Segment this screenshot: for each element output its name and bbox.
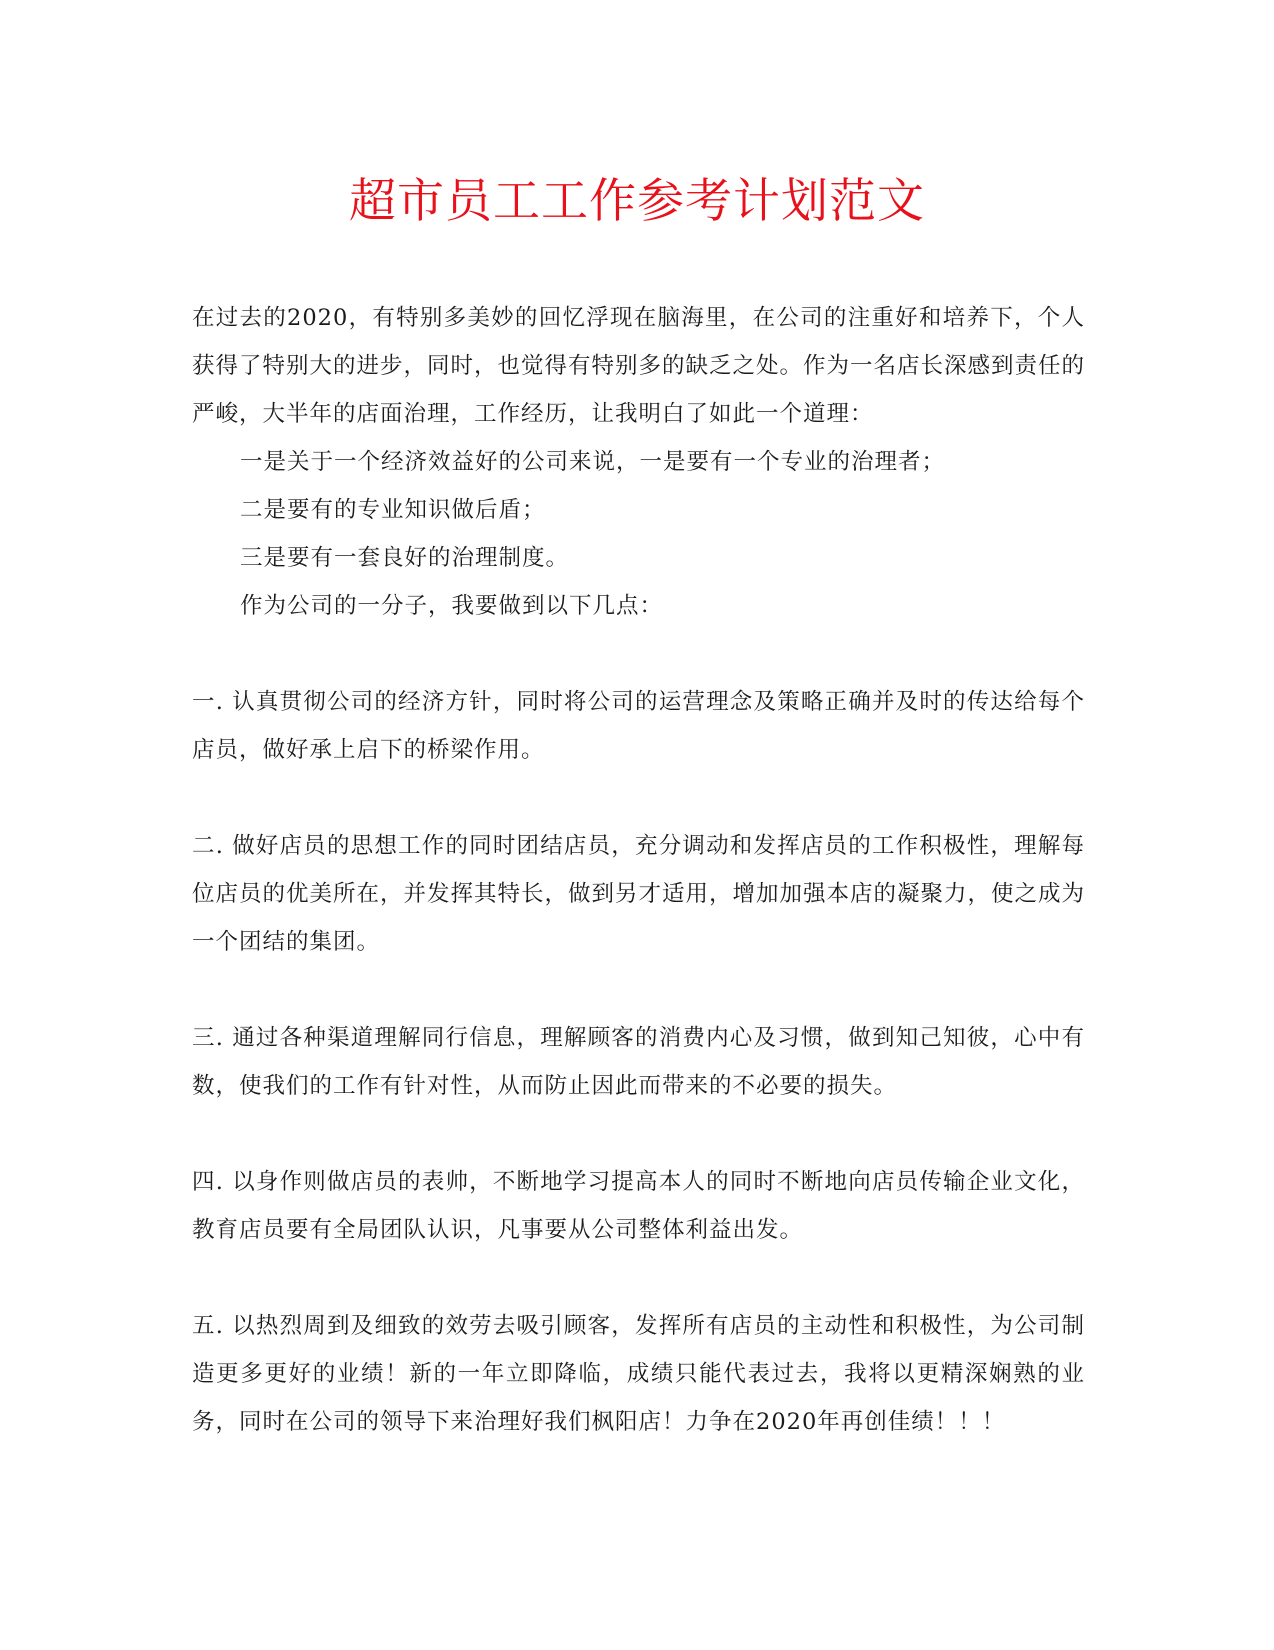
spacer: [192, 1254, 1085, 1302]
intro-paragraph: 在过去的2020，有特别多美妙的回忆浮现在脑海里，在公司的注重好和培养下，个人获得了特别大的进步，同时，也觉得有特别多的缺乏之处。作为一名店长深感到责任的严峻，大半年的店面治理，工作经历，让我明白了如此一个道理：: [192, 305, 1086, 427]
section-paragraph-5: 五. 以热烈周到及细致的效劳去吸引顾客，发挥所有店员的主动性和积极性，为公司制造更多更好的业绩！新的一年立即降临，成绩只能代表过去，我将以更精深娴熟的业务，同时在公司的领导下来治理好我们枫阳店！力争在2020年再创佳绩！！！: [192, 1313, 1085, 1435]
section-paragraph-3: 三. 通过各种渠道理解同行信息，理解顾客的消费内心及习惯，做到知己知彼，心中有数，使我们的工作有针对性，从而防止因此而带来的不必要的损失。: [192, 1025, 1085, 1099]
spacer: [192, 630, 1085, 678]
document-title: 超市员工工作参考计划范文: [349, 174, 925, 229]
section-paragraph-1: 一. 认真贯彻公司的经济方针，同时将公司的运营理念及策略正确并及时的传达给每个店员，做好承上启下的桥梁作用。: [192, 689, 1085, 763]
section-paragraph-2: 二. 做好店员的思想工作的同时团结店员，充分调动和发挥店员的工作积极性，理解每位店员的优美所在，并发挥其特长，做到另才适用，增加加强本店的凝聚力，使之成为一个团结的集团。: [192, 833, 1086, 955]
spacer: [192, 774, 1085, 822]
section-paragraph-4: 四. 以身作则做店员的表帅，不断地学习提高本人的同时不断地向店员传输企业文化，教育店员要有全局团队认识，凡事要从公司整体利益出发。: [192, 1169, 1085, 1243]
point-item-2: 二是要有的专业知识做后盾；: [240, 497, 546, 523]
spacer: [192, 966, 1085, 1014]
point-item-3: 三是要有一套良好的治理制度。: [240, 545, 570, 571]
point-item-1: 一是关于一个经济效益好的公司来说，一是要有一个专业的治理者；: [240, 449, 946, 475]
point-item-4: 作为公司的一分子，我要做到以下几点：: [240, 593, 664, 619]
document-body: [192, 294, 1085, 1446]
spacer: [192, 1110, 1085, 1158]
